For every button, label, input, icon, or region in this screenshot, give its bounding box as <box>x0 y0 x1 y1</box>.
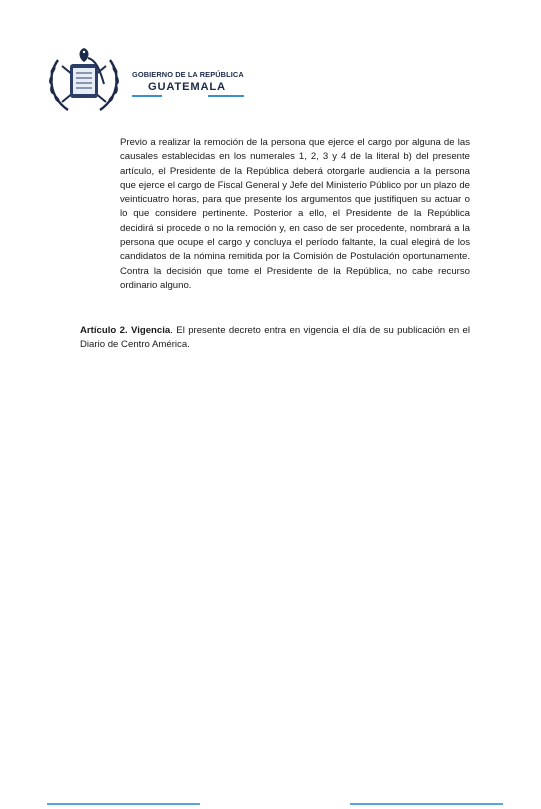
article-2-paragraph <box>80 324 470 353</box>
article-2-heading: Artículo 2. Vigencia <box>80 325 171 336</box>
government-title: GOBIERNO DE LA REPÚBLICA <box>132 70 244 79</box>
footer-line-right <box>350 803 503 805</box>
country-name: GUATEMALA <box>148 81 226 93</box>
body-paragraph-indented: Previo a realizar la remoción de la persona que ejerce el cargo por alguna de las causales establecidas en los numerales 1, 2, 3 y 4 de la literal b) del presente artículo, el Presidente de la República deberá otorgarle audiencia a la persona que ejerce el cargo de Fiscal General y Jefe del Ministerio Público por un plazo de veinticuatro horas, para que presente los argumentos que justifiquen su actuar o lo que considere pertinente. Posterior a ello, el Presidente de la República decidirá si procede o no la remoción y, en caso de ser procedente, nombrará a la persona que ocupe el cargo y concluya el período faltante, la cual elegirá de los candidatos de la nómina remitida por la Comisión de Postulación oportunamente. Contra la decisión que tome el Presidente de la República, no cabe recurso ordinario alguno. <box>120 137 470 291</box>
article-2-text: . El presente decreto entra en vigencia el día de su publicación en el Diario de Centro América. <box>80 325 471 351</box>
header-accent-line-right <box>208 95 244 97</box>
header-accent-line-left <box>132 95 162 97</box>
footer-line-left <box>47 803 200 805</box>
page-header <box>44 40 304 120</box>
guatemala-coat-of-arms-icon <box>44 40 124 120</box>
